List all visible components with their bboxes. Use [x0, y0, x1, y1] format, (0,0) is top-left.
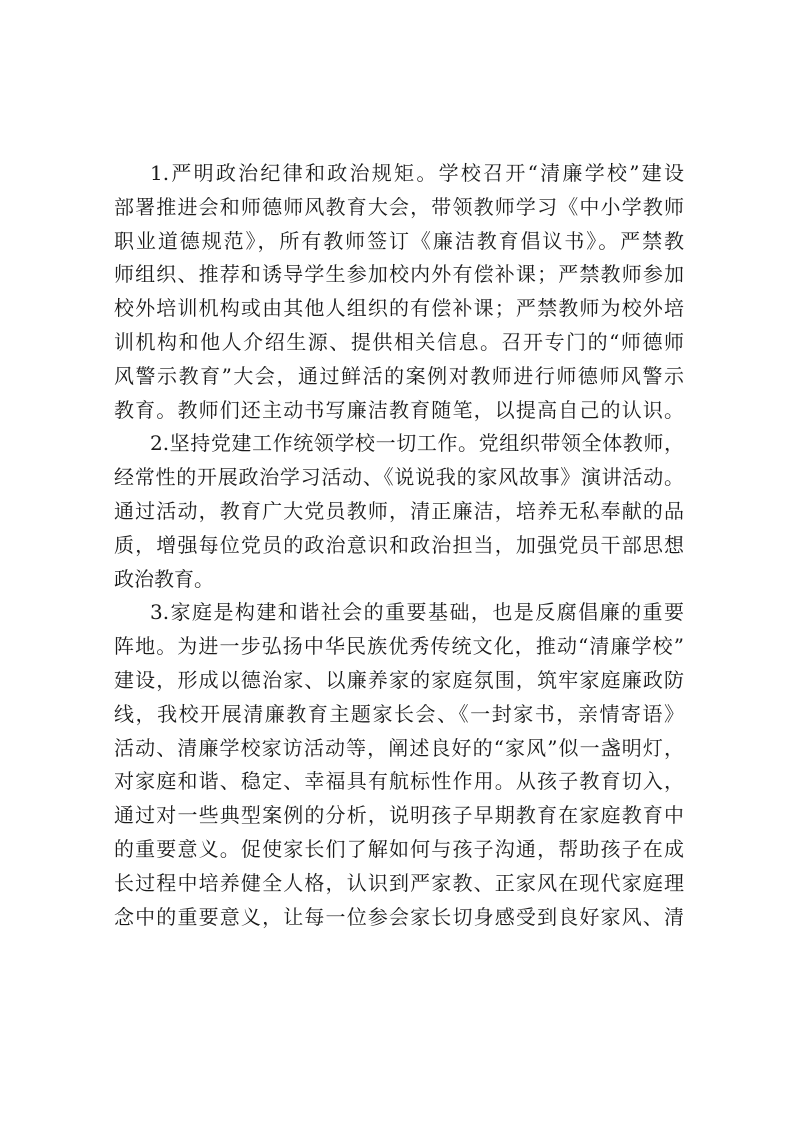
paragraph-line: 对家庭和谐、稳定、幸福具有航标性作用。从孩子教育切入，	[114, 769, 684, 794]
document-body	[114, 157, 684, 934]
paragraph-line: 师组织、推荐和诱导学生参加校内外有偿补课；严禁教师参加	[114, 262, 684, 287]
paragraph-line: 政治教育。	[114, 566, 214, 591]
paragraph-line: 2.坚持党建工作统领学校一切工作。党组织带领全体教师，	[150, 431, 684, 456]
paragraph-line: 的重要意义。促使家长们了解如何与孩子沟通，帮助孩子在成	[114, 836, 684, 861]
paragraph-line: 活动、清廉学校家访活动等，阐述良好的“家风”似一盏明灯，	[114, 735, 684, 760]
paragraph-line: 部署推进会和师德师风教育大会，带领教师学习《中小学教师	[114, 194, 684, 219]
paragraph-line: 通过活动，教育广大党员教师，清正廉洁，培养无私奉献的品	[114, 498, 684, 523]
paragraph-line: 通过对一些典型案例的分析，说明孩子早期教育在家庭教育中	[114, 803, 684, 828]
paragraph-line: 阵地。为进一步弘扬中华民族优秀传统文化，推动“清廉学校”	[114, 634, 684, 659]
paragraph-line: 校外培训机构或由其他人组织的有偿补课；严禁教师为校外培	[114, 296, 684, 321]
paragraph-line: 职业道德规范》，所有教师签订《廉洁教育倡议书》。严禁教	[114, 228, 684, 253]
paragraph-line: 风警示教育”大会，通过鲜活的案例对教师进行师德师风警示	[114, 363, 684, 388]
paragraph-2	[114, 427, 684, 596]
paragraph-1	[114, 157, 684, 427]
paragraph-line: 训机构和他人介绍生源、提供相关信息。召开专门的“师德师	[114, 329, 684, 354]
paragraph-line: 3.家庭是构建和谐社会的重要基础，也是反腐倡廉的重要	[150, 600, 684, 625]
paragraph-line: 线，我校开展清廉教育主题家长会、《一封家书，亲情寄语》	[114, 701, 684, 726]
paragraph-line: 经常性的开展政治学习活动、《说说我的家风故事》演讲活动。	[114, 465, 684, 490]
paragraph-line: 1.严明政治纪律和政治规矩。学校召开“清廉学校”建设	[150, 161, 684, 185]
paragraph-line: 长过程中培养健全人格，认识到严家教、正家风在现代家庭理	[114, 870, 684, 895]
paragraph-line: 教育。教师们还主动书写廉洁教育随笔，以提高自己的认识。	[114, 397, 684, 422]
paragraph-line: 念中的重要意义，让每一位参会家长切身感受到良好家风、清	[114, 904, 684, 929]
paragraph-line: 建设，形成以德治家、以廉养家的家庭氛围，筑牢家庭廉政防	[114, 667, 684, 692]
paragraph-3	[114, 596, 684, 934]
paragraph-line: 质，增强每位党员的政治意识和政治担当，加强党员干部思想	[114, 532, 684, 557]
